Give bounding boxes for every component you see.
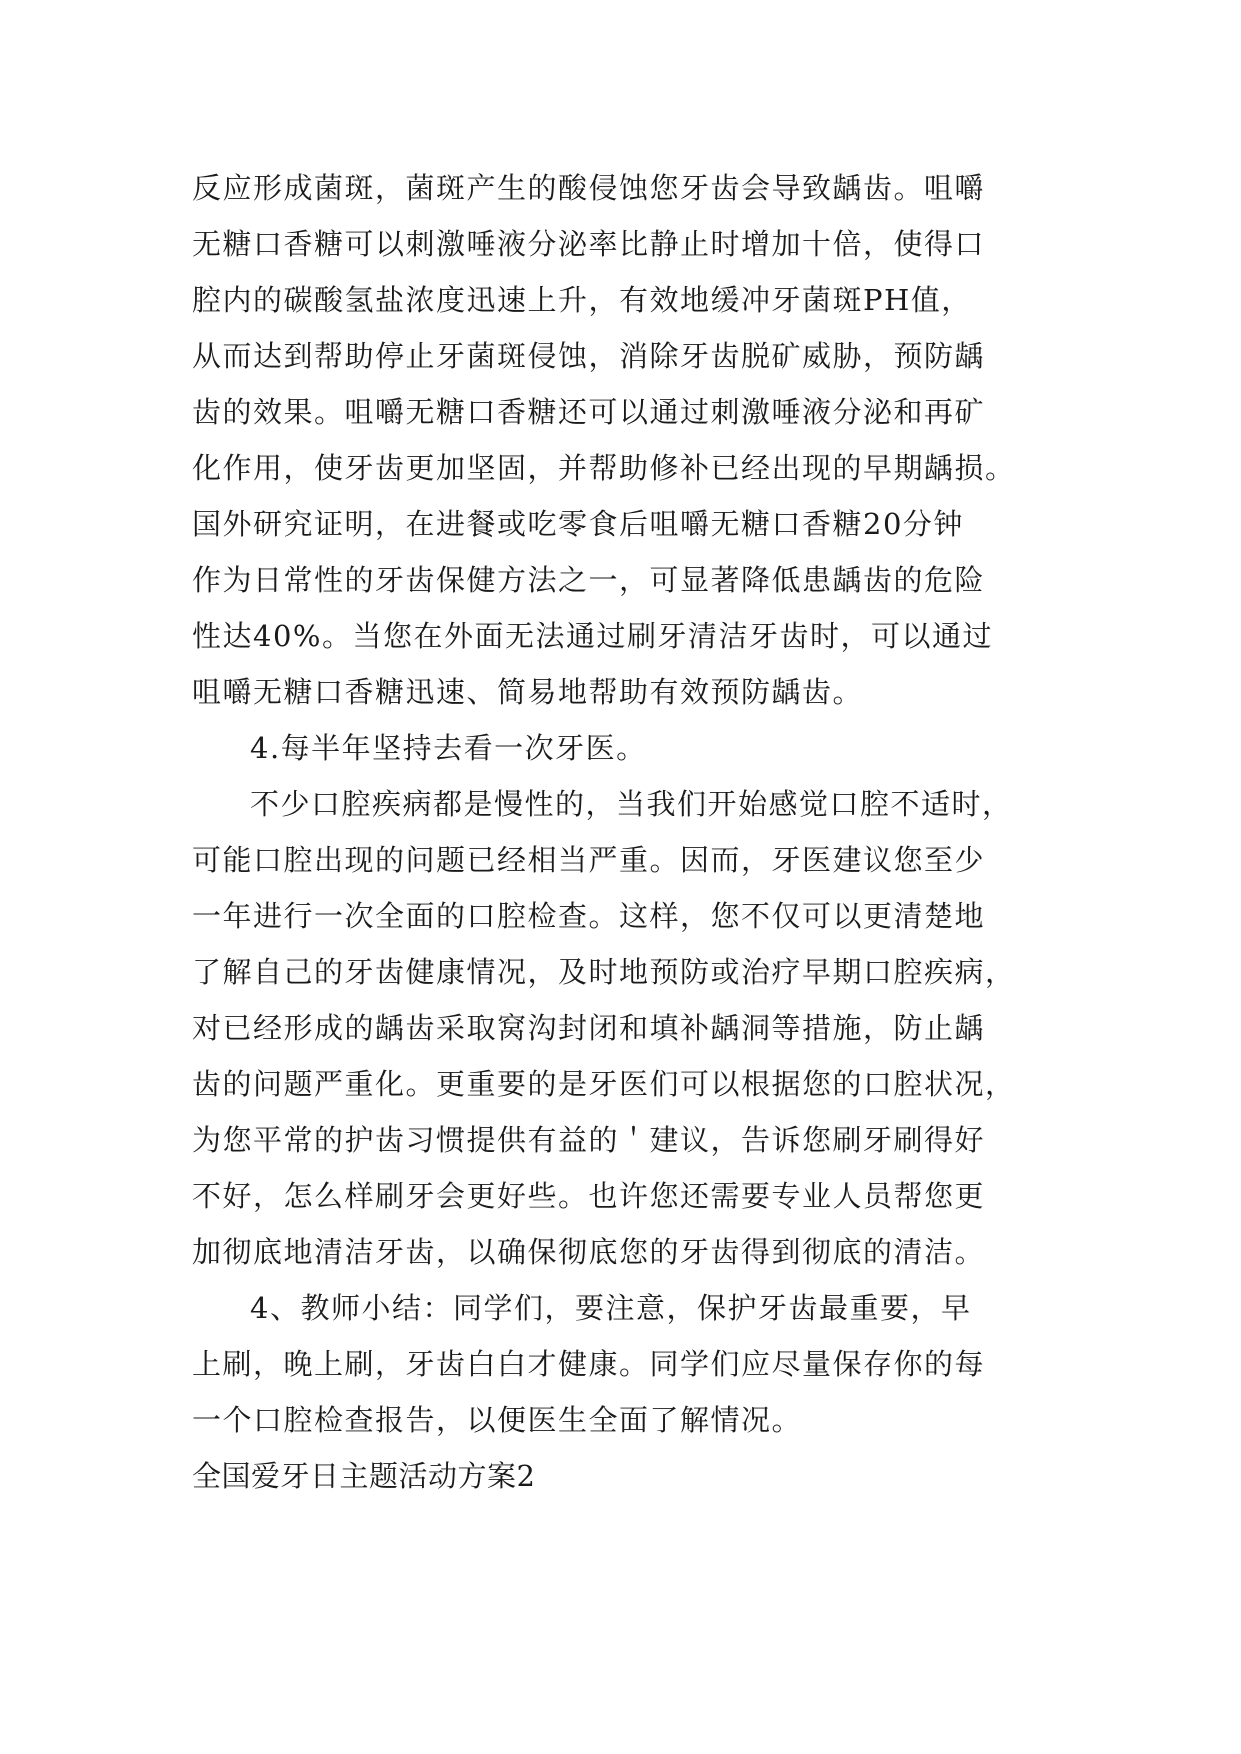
section-heading: 全国爱牙日主题活动方案2: [192, 1459, 536, 1493]
body-text-line: 对已经形成的龋齿采取窝沟封闭和填补龋洞等措施，防止龋: [192, 1011, 986, 1045]
body-text-line: 不好，怎么样刷牙会更好些。也许您还需要专业人员帮您更: [192, 1179, 986, 1213]
body-text-line: 无糖口香糖可以刺激唾液分泌率比静止时增加十倍，使得口: [192, 227, 986, 261]
body-text-line: 作为日常性的牙齿保健方法之一，可显著降低患龋齿的危险: [192, 563, 986, 597]
paragraph-first-line: 不少口腔疾病都是慢性的，当我们开始感觉口腔不适时，: [250, 787, 1013, 821]
body-text-line: 咀嚼无糖口香糖迅速、简易地帮助有效预防龋齿。: [192, 675, 864, 709]
body-text-line: 腔内的碳酸氢盐浓度迅速上升，有效地缓冲牙菌斑PH值，: [192, 283, 972, 317]
body-text-line: 了解自己的牙齿健康情况，及时地预防或治疗早期口腔疾病，: [192, 955, 1016, 989]
body-text-line: 一个口腔检查报告，以便医生全面了解情况。: [192, 1403, 803, 1437]
body-text-line: 化作用，使牙齿更加坚固，并帮助修补已经出现的早期龋损。: [192, 451, 1016, 485]
body-text-line: 从而达到帮助停止牙菌斑侵蚀，消除牙齿脱矿威胁，预防龋: [192, 339, 986, 373]
teacher-summary-first-line: 4、教师小结：同学们，要注意，保护牙齿最重要，早: [250, 1291, 972, 1325]
body-text-line: 加彻底地清洁牙齿，以确保彻底您的牙齿得到彻底的清洁。: [192, 1235, 986, 1269]
body-text-line: 一年进行一次全面的口腔检查。这样，您不仅可以更清楚地: [192, 899, 986, 933]
body-text-line: 国外研究证明，在进餐或吃零食后咀嚼无糖口香糖20分钟: [192, 507, 964, 541]
body-text-line: 可能口腔出现的问题已经相当严重。因而，牙医建议您至少: [192, 843, 986, 877]
body-text-line: 上刷，晚上刷，牙齿白白才健康。同学们应尽量保存你的每: [192, 1347, 986, 1381]
body-text-line: 齿的效果。咀嚼无糖口香糖还可以通过刺激唾液分泌和再矿: [192, 395, 986, 429]
body-text-line: 齿的问题严重化。更重要的是牙医们可以根据您的口腔状况，: [192, 1067, 1016, 1101]
document-body: [192, 160, 1052, 1504]
body-text-line: 反应形成菌斑，菌斑产生的酸侵蚀您牙齿会导致龋齿。咀嚼: [192, 171, 986, 205]
body-text-line: 性达40%。当您在外面无法通过刷牙清洁牙齿时，可以通过: [192, 619, 993, 653]
body-text-line: 为您平常的护齿习惯提供有益的＇建议，告诉您刷牙刷得好: [192, 1123, 986, 1157]
list-item-heading: 4.每半年坚持去看一次牙医。: [250, 731, 647, 765]
